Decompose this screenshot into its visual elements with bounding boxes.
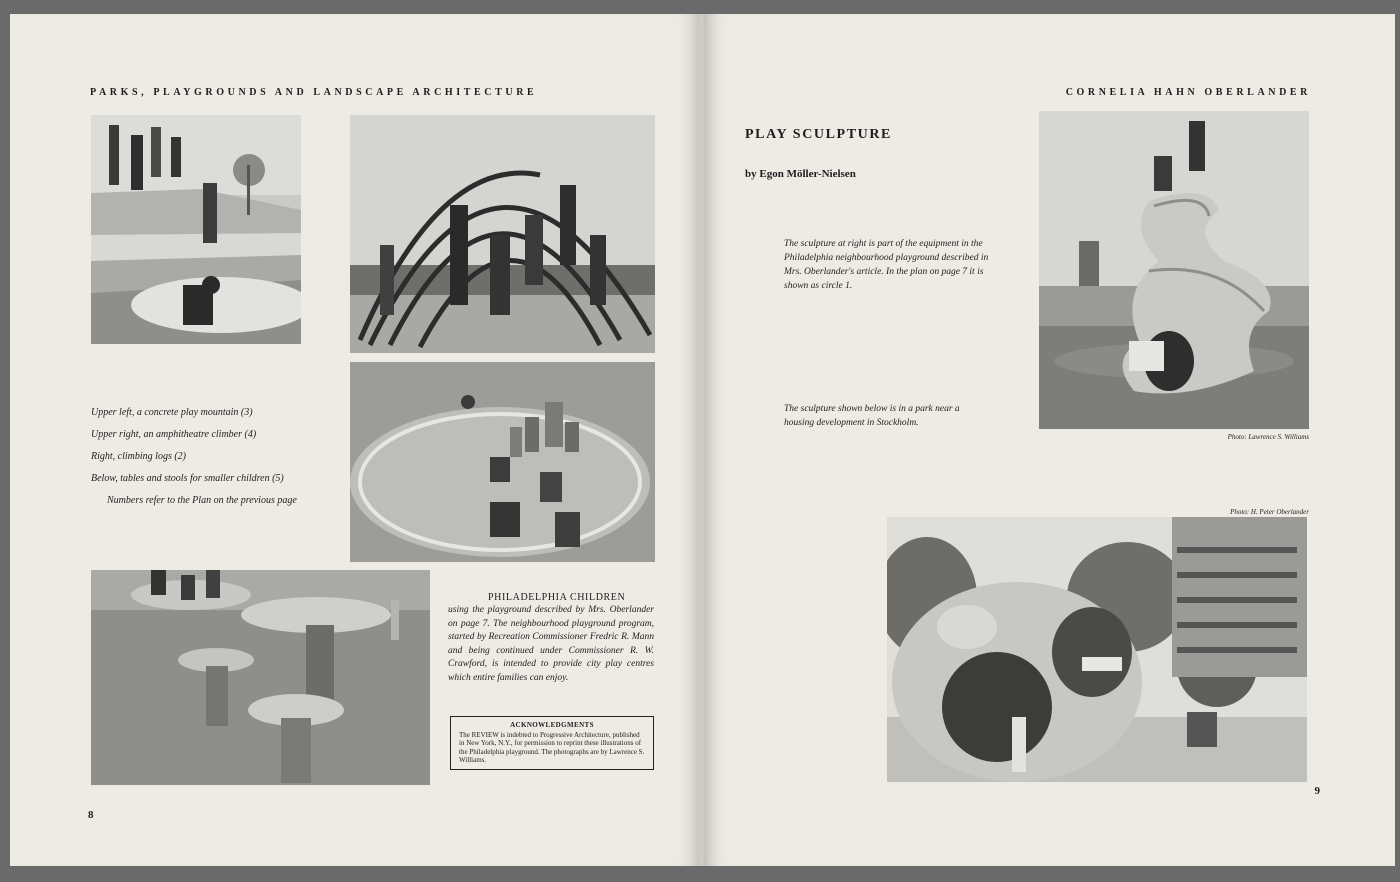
left-page-number: 8 <box>88 809 94 821</box>
photo-credit-oberlander: Photo: H. Peter Oberlander <box>1230 508 1309 516</box>
photo-captions <box>91 402 297 512</box>
philadelphia-title: PHILADELPHIA CHILDREN <box>488 592 626 603</box>
photo-amphitheatre-climber <box>350 115 655 353</box>
acknowledgments-box <box>450 716 654 770</box>
photo-tables-stools <box>91 570 430 785</box>
right-page <box>704 14 1395 866</box>
photo-play-mountain <box>91 115 301 344</box>
acknowledgments-body: The REVIEW is indebted to Progressive Architecture, published in New York, N.Y., for permission to reprint these illustrations of the Philadelphia playground. The photographs are by Lawrence S. Williams. <box>459 730 645 764</box>
caption-amphitheatre-climber: Upper right, an amphitheatre climber (4) <box>91 429 257 440</box>
caption-plan-note: Numbers refer to the Plan on the previous page <box>107 495 297 506</box>
caption-tables-stools: Below, tables and stools for smaller children (5) <box>91 473 284 484</box>
caption-play-mountain: Upper left, a concrete play mountain (3) <box>91 407 253 418</box>
photo-spiral-sculpture <box>1039 111 1309 429</box>
photo-stockholm-sculpture <box>887 517 1307 782</box>
acknowledgments-title: ACKNOWLEDGMENTS <box>510 721 594 729</box>
caption-climbing-logs: Right, climbing logs (2) <box>91 451 186 462</box>
right-page-number: 9 <box>1314 785 1320 797</box>
note-stockholm-sculpture: The sculpture shown below is in a park near a housing development in Stockholm. <box>784 404 960 428</box>
photo-climbing-logs <box>350 362 655 562</box>
right-running-head: CORNELIA HAHN OBERLANDER <box>1065 87 1311 98</box>
note-philadelphia-sculpture: The sculpture at right is part of the equipment in the Philadelphia neighbourhood playground described in Mrs. Oberlander's article. In the plan on page 7 it is shown as circle 1. <box>784 239 989 291</box>
left-running-head: PARKS, PLAYGROUNDS AND LANDSCAPE ARCHITECTURE <box>90 87 538 98</box>
article-byline: by Egon Möller-Nielsen <box>745 168 856 180</box>
article-title: PLAY SCULPTURE <box>745 127 892 142</box>
left-page <box>10 14 700 866</box>
magazine-spread <box>10 14 1395 866</box>
photo-credit-williams: Photo: Lawrence S. Williams <box>1227 433 1309 441</box>
philadelphia-body: using the playground described by Mrs. Oberlander on page 7. The neighbourhood playground program, started by Recreation Commissioner Fredric R. Mann and being continued under Commissioner R. W. Crawford, is intended to provide city play centres which entire families can enjoy. <box>448 605 654 683</box>
